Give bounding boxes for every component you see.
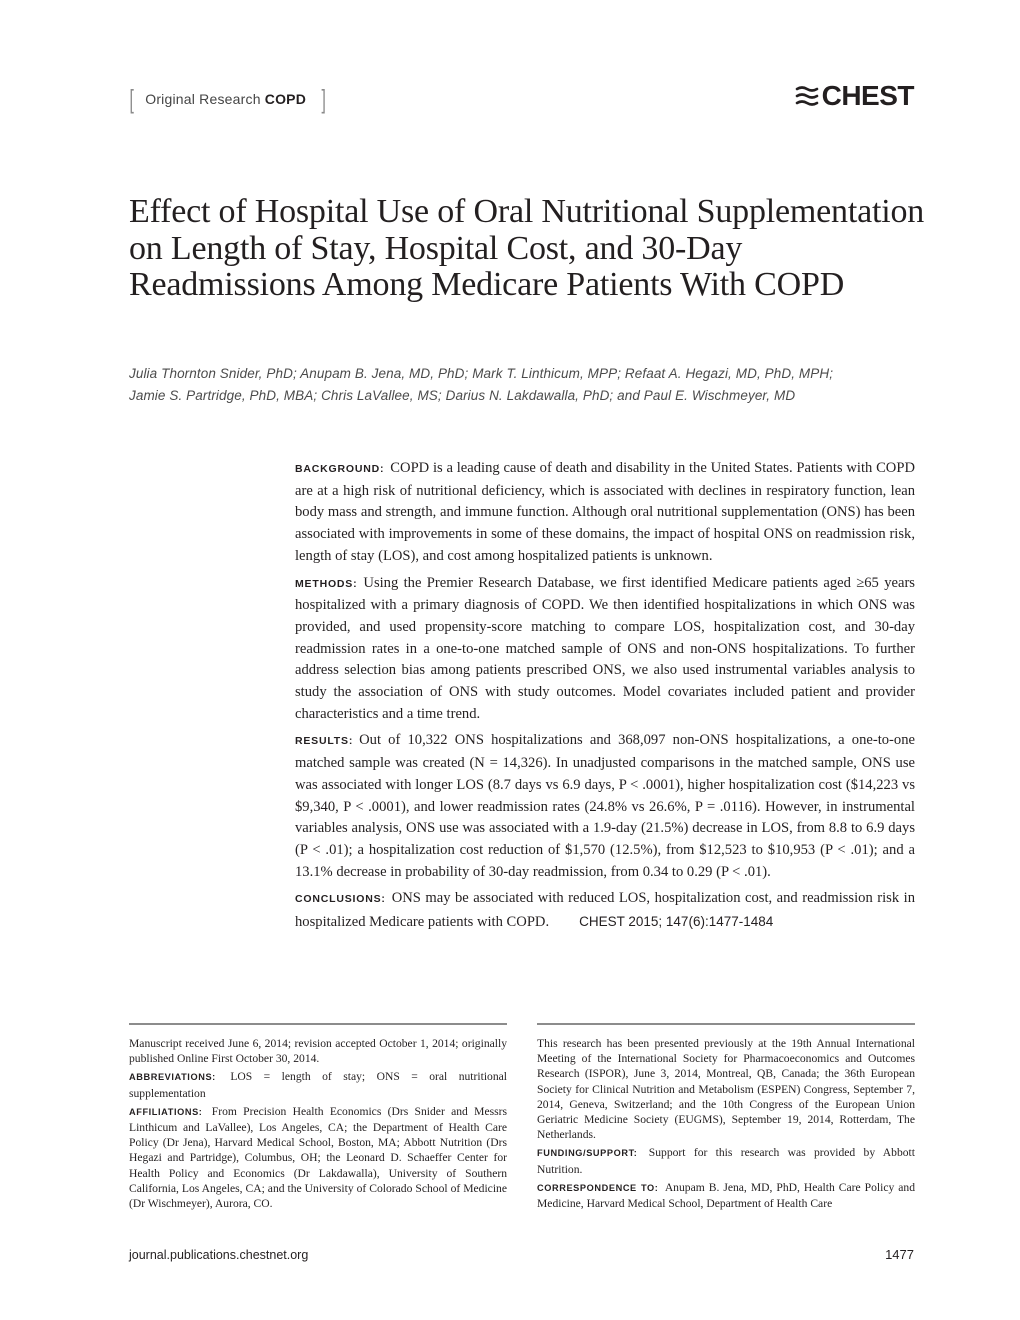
footnote-divider-right bbox=[537, 1023, 915, 1025]
section-tag bbox=[128, 86, 327, 112]
author-list bbox=[129, 363, 929, 406]
section-label: Original Research COPD bbox=[145, 91, 307, 107]
abbreviations-text: LOS = length of stay; ONS = oral nutritional supplementation bbox=[129, 1070, 508, 1100]
funding-text: Support for this research was provided by Abbott Nutrition. bbox=[537, 1146, 916, 1176]
abbreviations bbox=[129, 1069, 507, 1100]
abbreviations-label: ABBREVIATIONS: bbox=[129, 1072, 216, 1083]
abstract-background bbox=[295, 458, 915, 568]
conclusions-text: ONS may be associated with reduced LOS, hospitalization cost, and readmission risk in hospitalized Medicare patients with COPD. bbox=[295, 890, 915, 931]
funding bbox=[537, 1145, 915, 1176]
page-number: 1477 bbox=[885, 1247, 914, 1262]
abstract-conclusions bbox=[295, 888, 915, 933]
authors-line-1: Julia Thornton Snider, PhD; Anupam B. Jena, MD, PhD; Mark T. Linthicum, MPP; Refaat A. Hegazi, MD, PhD, MPH; bbox=[129, 366, 834, 381]
background-text: COPD is a leading cause of death and disability in the United States. Patients with COPD are at a high risk of nutritional deficiency, which is associated with declines in respiratory function, lean body mass and strength, and immune function. Although oral nutritional supplementation (ONS) has been associated with improvements in some of these domains, the impact of hospital ONS on readmission risk, length of stay (LOS), and cost among hospitalized patients is unknown. bbox=[295, 460, 915, 564]
journal-logo-text: CHEST bbox=[821, 80, 914, 111]
methods-text: Using the Premier Research Database, we first identified Medicare patients aged ≥65 years hospitalized with a primary diagnosis of COPD. We then identified hospitalizations in which ONS was provided, and used propensity-score matching to compare LOS, hospitalization cost, and 30-day readmission rates in a one-to-one matched sample of ONS and non-ONS hospitalizations. To further address selection bias among patients prescribed ONS, we also used instrumental variables analysis to study the association of ONS with study outcomes. Model covariates included patient and provider characteristics and a time trend. bbox=[295, 574, 915, 722]
article-title: Effect of Hospital Use of Oral Nutritional Supplementation on Length of Stay, Hospital Cost, and 30-Day Readmissions Among Medicare Patients With COPD bbox=[129, 193, 925, 303]
conclusions-label: CONCLUSIONS: bbox=[295, 893, 386, 906]
chest-logo-mark-icon bbox=[795, 85, 819, 107]
footnotes-right bbox=[537, 1036, 915, 1214]
right-bracket-icon: ] bbox=[321, 84, 326, 114]
abstract bbox=[295, 458, 915, 939]
journal-logo bbox=[795, 80, 914, 112]
results-text: Out of 10,322 ONS hospitalizations and 368,097 non-ONS hospitalizations, a one-to-one matched sample was created (N = 14,326). In unadjusted comparisons in the matched sample, ONS use was associated with longer LOS (8.7 days vs 6.9 days, P < .0001), higher hospitalization cost ($14,223 vs $9,340, P < .0001), and lower readmission rates (24.8% vs 26.6%, P = .0116). However, in instrumental variables analysis, ONS use was associated with a 1.9-day (21.5%) decrease in LOS, from 8.8 to 6.9 days (P < .01); a hospitalization cost reduction of $1,570 (12.5%), from $12,523 to $10,953 (P < .01); and a 13.1% decrease in probability of 30-day readmission, from 0.34 to 0.29 (P < .01). bbox=[295, 732, 915, 880]
affiliations-text: From Precision Health Economics (Drs Snider and Messrs Linthicum and LaVallee), Los Angeles, CA; the Department of Health Care Policy (Dr Jena), Harvard Medical School, Boston, MA; Abbott Nutrition (Drs Hegazi and Partridge), Columbus, OH; the Leonard D. Schaeffer Center for Health Policy and Economics (Dr Lakdawalla), University of Southern California, Los Angeles, CA; and the University of Colorado School of Medicine (Dr Wischmeyer), Aurora, CO. bbox=[129, 1104, 507, 1211]
correspondence-label: CORRESPONDENCE TO: bbox=[537, 1182, 659, 1193]
funding-label: FUNDING/SUPPORT: bbox=[537, 1148, 638, 1159]
abstract-methods bbox=[295, 573, 915, 726]
correspondence-text: Anupam B. Jena, MD, PhD, Health Care Policy and Medicine, Harvard Medical School, Department of Health Care bbox=[537, 1180, 915, 1211]
citation: CHEST 2015; 147(6):1477-1484 bbox=[579, 914, 774, 930]
left-bracket-icon: [ bbox=[129, 84, 134, 114]
footnote-divider-left bbox=[129, 1023, 507, 1025]
presentation-note: This research has been presented previously at the 19th Annual International Meeting of the International Society for Pharmacoeconomics and Outcomes Research (ISPOR), June 3, 2014, Montreal, QB, Canada; the 36th European Society for Clinical Nutrition and Metabolism (ESPEN) Congress, September 7, 2014, Geneva, Switzerland; and the 10th Congress of the European Union Geriatric Medicine Society (EUGMS), September 19, 2014, Rotterdam, The Netherlands. bbox=[537, 1037, 915, 1142]
affiliations-label: AFFILIATIONS: bbox=[129, 1106, 203, 1117]
authors-line-2: Jamie S. Partridge, PhD, MBA; Chris LaVallee, MS; Darius N. Lakdawalla, PhD; and Paul E. Wischmeyer, MD bbox=[129, 387, 796, 403]
manuscript-dates: Manuscript received June 6, 2014; revision accepted October 1, 2014; originally published Online First October 30, 2014. bbox=[129, 1037, 507, 1066]
results-label: RESULTS: bbox=[295, 735, 354, 748]
journal-url[interactable]: journal.publications.chestnet.org bbox=[129, 1248, 309, 1262]
methods-label: METHODS: bbox=[295, 577, 358, 590]
affiliations bbox=[129, 1104, 507, 1211]
background-label: BACKGROUND: bbox=[295, 463, 385, 475]
correspondence bbox=[537, 1180, 915, 1211]
footnotes-left bbox=[129, 1036, 507, 1214]
abstract-results bbox=[295, 730, 915, 883]
